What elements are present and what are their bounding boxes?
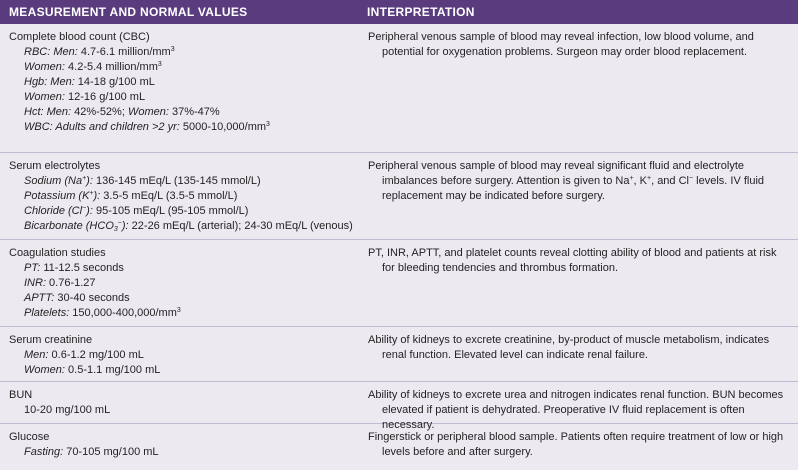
- hgb-women-label: Women:: [24, 91, 65, 103]
- hct-men-value: 42%-52%;: [71, 106, 125, 118]
- table-row-cbc: [0, 24, 798, 153]
- creatinine-title: Serum creatinine: [9, 334, 93, 346]
- wbc-label: WBC: Adults and children >2 yr:: [24, 121, 180, 133]
- cbc-rbc-men: [9, 45, 358, 60]
- electrolytes-interp: [368, 159, 788, 204]
- rbc-women-sup: 3: [157, 61, 162, 68]
- electrolytes-chloride: [9, 204, 358, 219]
- creatinine-men: [9, 348, 358, 363]
- sodium-value: 136-145 mEq/L (135-145 mmol/L): [92, 175, 261, 187]
- coag-pt: [9, 261, 358, 276]
- electrolytes-interp-p1: Peripheral venous sample of blood may reveal significant fluid and electrolyte imbalances before surgery. Attention is given to Na: [368, 160, 745, 187]
- creatinine-interp: Ability of kidneys to excrete creatinine, by-product of muscle metabolism, indicates renal function. Elevated level can indicate renal failure.: [368, 334, 770, 361]
- electrolytes-title: Serum electrolytes: [9, 160, 101, 172]
- wbc-value: 5000-10,000/mm: [179, 121, 267, 133]
- measurement-electrolytes: [0, 153, 358, 239]
- rbc-men-value: 4.7-6.1 million/mm: [77, 46, 171, 58]
- cbc-hct: [9, 105, 358, 120]
- sodium-sup: +: [82, 175, 87, 182]
- table-row-coagulation: [0, 240, 798, 327]
- potassium-sup: +: [89, 190, 94, 197]
- aptt-value: 30-40 seconds: [54, 292, 130, 304]
- measurement-coagulation: [0, 240, 358, 326]
- inr-value: 0.76-1.27: [46, 277, 96, 289]
- potassium-value: 3.5-5 mEq/L (3.5-5 mmol/L): [100, 190, 238, 202]
- table-header: [0, 0, 798, 24]
- potassium-label: Potassium (K: [24, 190, 90, 202]
- cbc-rbc-women: [9, 60, 358, 75]
- glucose-fasting: [9, 445, 358, 460]
- platelets-label: Platelets:: [24, 307, 70, 319]
- creat-men-value: 0.6-1.2 mg/100 mL: [48, 349, 144, 361]
- inr-label: INR:: [24, 277, 46, 289]
- hct-men-label: Hct: Men:: [24, 106, 72, 118]
- hct-women-label: Women:: [124, 106, 169, 118]
- bun-interp: Ability of kidneys to excrete urea and nitrogen indicates renal function. BUN becomes elevated if patient is dehydrated. Preoperative IV fluid replacement is often necessary.: [368, 389, 784, 431]
- platelets-sup: 3: [176, 307, 181, 314]
- interpretation-cbc: [358, 24, 798, 152]
- electrolytes-potassium: [9, 189, 358, 204]
- electrolytes-interp-p3: , and Cl: [651, 175, 689, 187]
- bicarb-value: 22-26 mEq/L (arterial); 24-30 mEq/L (venous): [128, 220, 353, 232]
- glucose-interp: Fingerstick or peripheral blood sample. Patients often require treatment of low or high levels before and after surgery.: [368, 431, 784, 458]
- platelets-value: 150,000-400,000/mm: [69, 307, 177, 319]
- electrolytes-bicarbonate: [9, 219, 358, 237]
- electrolytes-interp-p4: levels. IV fluid replacement may be indicated before surgery.: [382, 175, 765, 202]
- table-row-bun: [0, 382, 798, 431]
- creatinine-women: [9, 363, 358, 378]
- table-row-creatinine: [0, 327, 798, 382]
- bicarb-sup: −: [117, 220, 122, 227]
- header-interpretation: INTERPRETATION: [367, 5, 475, 19]
- interpretation-bun: [358, 382, 798, 431]
- hgb-women-value: 12-16 g/100 mL: [64, 91, 146, 103]
- interpretation-creatinine: [358, 327, 798, 381]
- chloride-value: 95-105 mEq/L (95-105 mmol/L): [92, 205, 249, 217]
- rbc-women-label: Women:: [24, 61, 65, 73]
- electrolytes-interp-p2: , K: [633, 175, 647, 187]
- wbc-sup: 3: [266, 121, 270, 128]
- hgb-men-label: Hgb: Men:: [24, 76, 75, 88]
- rbc-women-value: 4.2-5.4 million/mm: [64, 61, 158, 73]
- sodium-label: Sodium (Na: [24, 175, 83, 187]
- creat-men-label: Men:: [24, 349, 49, 361]
- header-measurement: MEASUREMENT AND NORMAL VALUES: [9, 5, 248, 19]
- hgb-men-value: 14-18 g/100 mL: [74, 76, 155, 88]
- table-row-glucose: [0, 424, 798, 470]
- bicarb-close: ):: [121, 220, 129, 232]
- interp-k-sup: +: [646, 175, 652, 182]
- coag-inr: [9, 276, 358, 291]
- interpretation-glucose: [358, 424, 798, 470]
- chloride-label: Chloride (Cl: [24, 205, 83, 217]
- bicarb-label: Bicarbonate (HCO: [24, 220, 114, 232]
- coag-aptt: [9, 291, 358, 306]
- rbc-men-sup: 3: [170, 46, 175, 53]
- hct-women-value: 37%-47%: [168, 106, 220, 118]
- potassium-close: ):: [93, 190, 101, 202]
- bun-title: BUN: [9, 389, 33, 401]
- bun-value: 10-20 mg/100 mL: [24, 404, 111, 416]
- pt-value: 11-12.5 seconds: [40, 262, 124, 274]
- interp-na-sup: +: [629, 175, 634, 182]
- fasting-label: Fasting:: [24, 446, 64, 458]
- pt-label: PT:: [24, 262, 41, 274]
- table-row-electrolytes: [0, 153, 798, 240]
- electrolytes-sodium: [9, 174, 358, 189]
- interpretation-electrolytes: [358, 153, 798, 239]
- cbc-wbc: [9, 120, 358, 135]
- creat-women-label: Women:: [24, 364, 65, 376]
- rbc-men-label: RBC: Men:: [24, 46, 78, 58]
- chloride-sup: −: [82, 205, 87, 212]
- cbc-interp-line2: potential for oxygenation problems. Surgeon may order blood replacement.: [382, 46, 748, 58]
- cbc-title: Complete blood count (CBC): [9, 31, 150, 43]
- coagulation-title: Coagulation studies: [9, 247, 106, 259]
- coag-platelets: [9, 306, 358, 321]
- measurement-bun: [0, 382, 358, 423]
- cbc-interp-line1: Peripheral venous sample of blood may reveal infection, low blood volume, and: [368, 31, 754, 43]
- fasting-value: 70-105 mg/100 mL: [63, 446, 159, 458]
- glucose-title: Glucose: [9, 431, 50, 443]
- cbc-hgb-men: [9, 75, 358, 90]
- creat-women-value: 0.5-1.1 mg/100 mL: [64, 364, 161, 376]
- cbc-hgb-women: [9, 90, 358, 105]
- interp-cl-sup: −: [689, 175, 694, 182]
- interpretation-coagulation: [358, 240, 798, 326]
- measurement-glucose: [0, 424, 358, 470]
- coagulation-interp: PT, INR, APTT, and platelet counts reveal clotting ability of blood and patients at risk for bleeding tendencies and thrombus formation.: [368, 247, 777, 274]
- chloride-close: ):: [86, 205, 93, 217]
- bicarb-sub: 3: [113, 226, 118, 233]
- sodium-close: ):: [86, 175, 93, 187]
- measurement-creatinine: [0, 327, 358, 381]
- aptt-label: APTT:: [24, 292, 55, 304]
- measurement-cbc: [0, 24, 358, 152]
